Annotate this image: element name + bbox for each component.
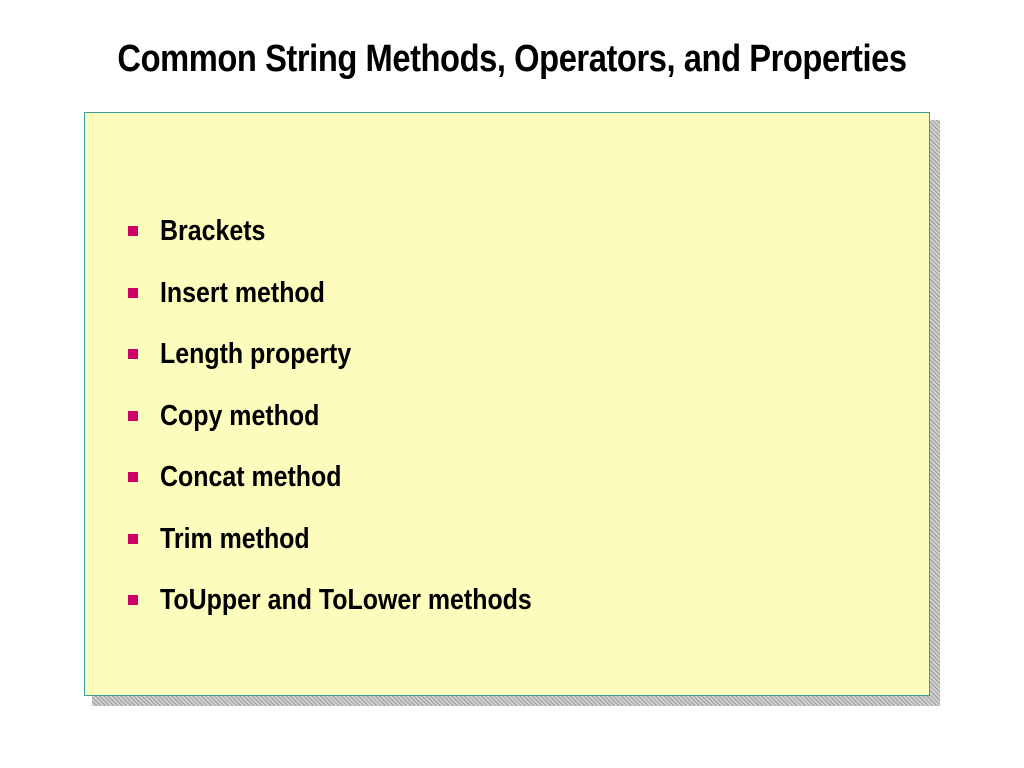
bullet-text: Insert method [160, 276, 325, 309]
square-bullet-icon [128, 288, 138, 298]
list-item-trim-method [128, 520, 592, 582]
slide-title: Common String Methods, Operators, and Properties [117, 38, 907, 80]
list-item-toupper-tolower-methods [128, 581, 592, 643]
bullet-text: Concat method [160, 461, 342, 493]
bullet-text: Copy method [160, 399, 320, 432]
square-bullet-icon [128, 534, 138, 544]
square-bullet-icon [128, 472, 138, 482]
square-bullet-icon [128, 349, 138, 359]
list-item-length-property [128, 335, 592, 397]
bullet-text: Trim method [160, 522, 310, 555]
bullet-text: Length property [160, 338, 352, 370]
bullet-list [128, 212, 592, 643]
square-bullet-icon [128, 595, 138, 605]
list-item-copy-method [128, 397, 592, 459]
list-item-brackets [128, 212, 592, 274]
list-item-insert-method [128, 274, 592, 336]
square-bullet-icon [128, 226, 138, 236]
list-item-concat-method [128, 458, 592, 520]
bullet-text: Brackets [160, 215, 266, 247]
square-bullet-icon [128, 411, 138, 421]
bullet-text: ToUpper and ToLower methods [160, 584, 532, 616]
